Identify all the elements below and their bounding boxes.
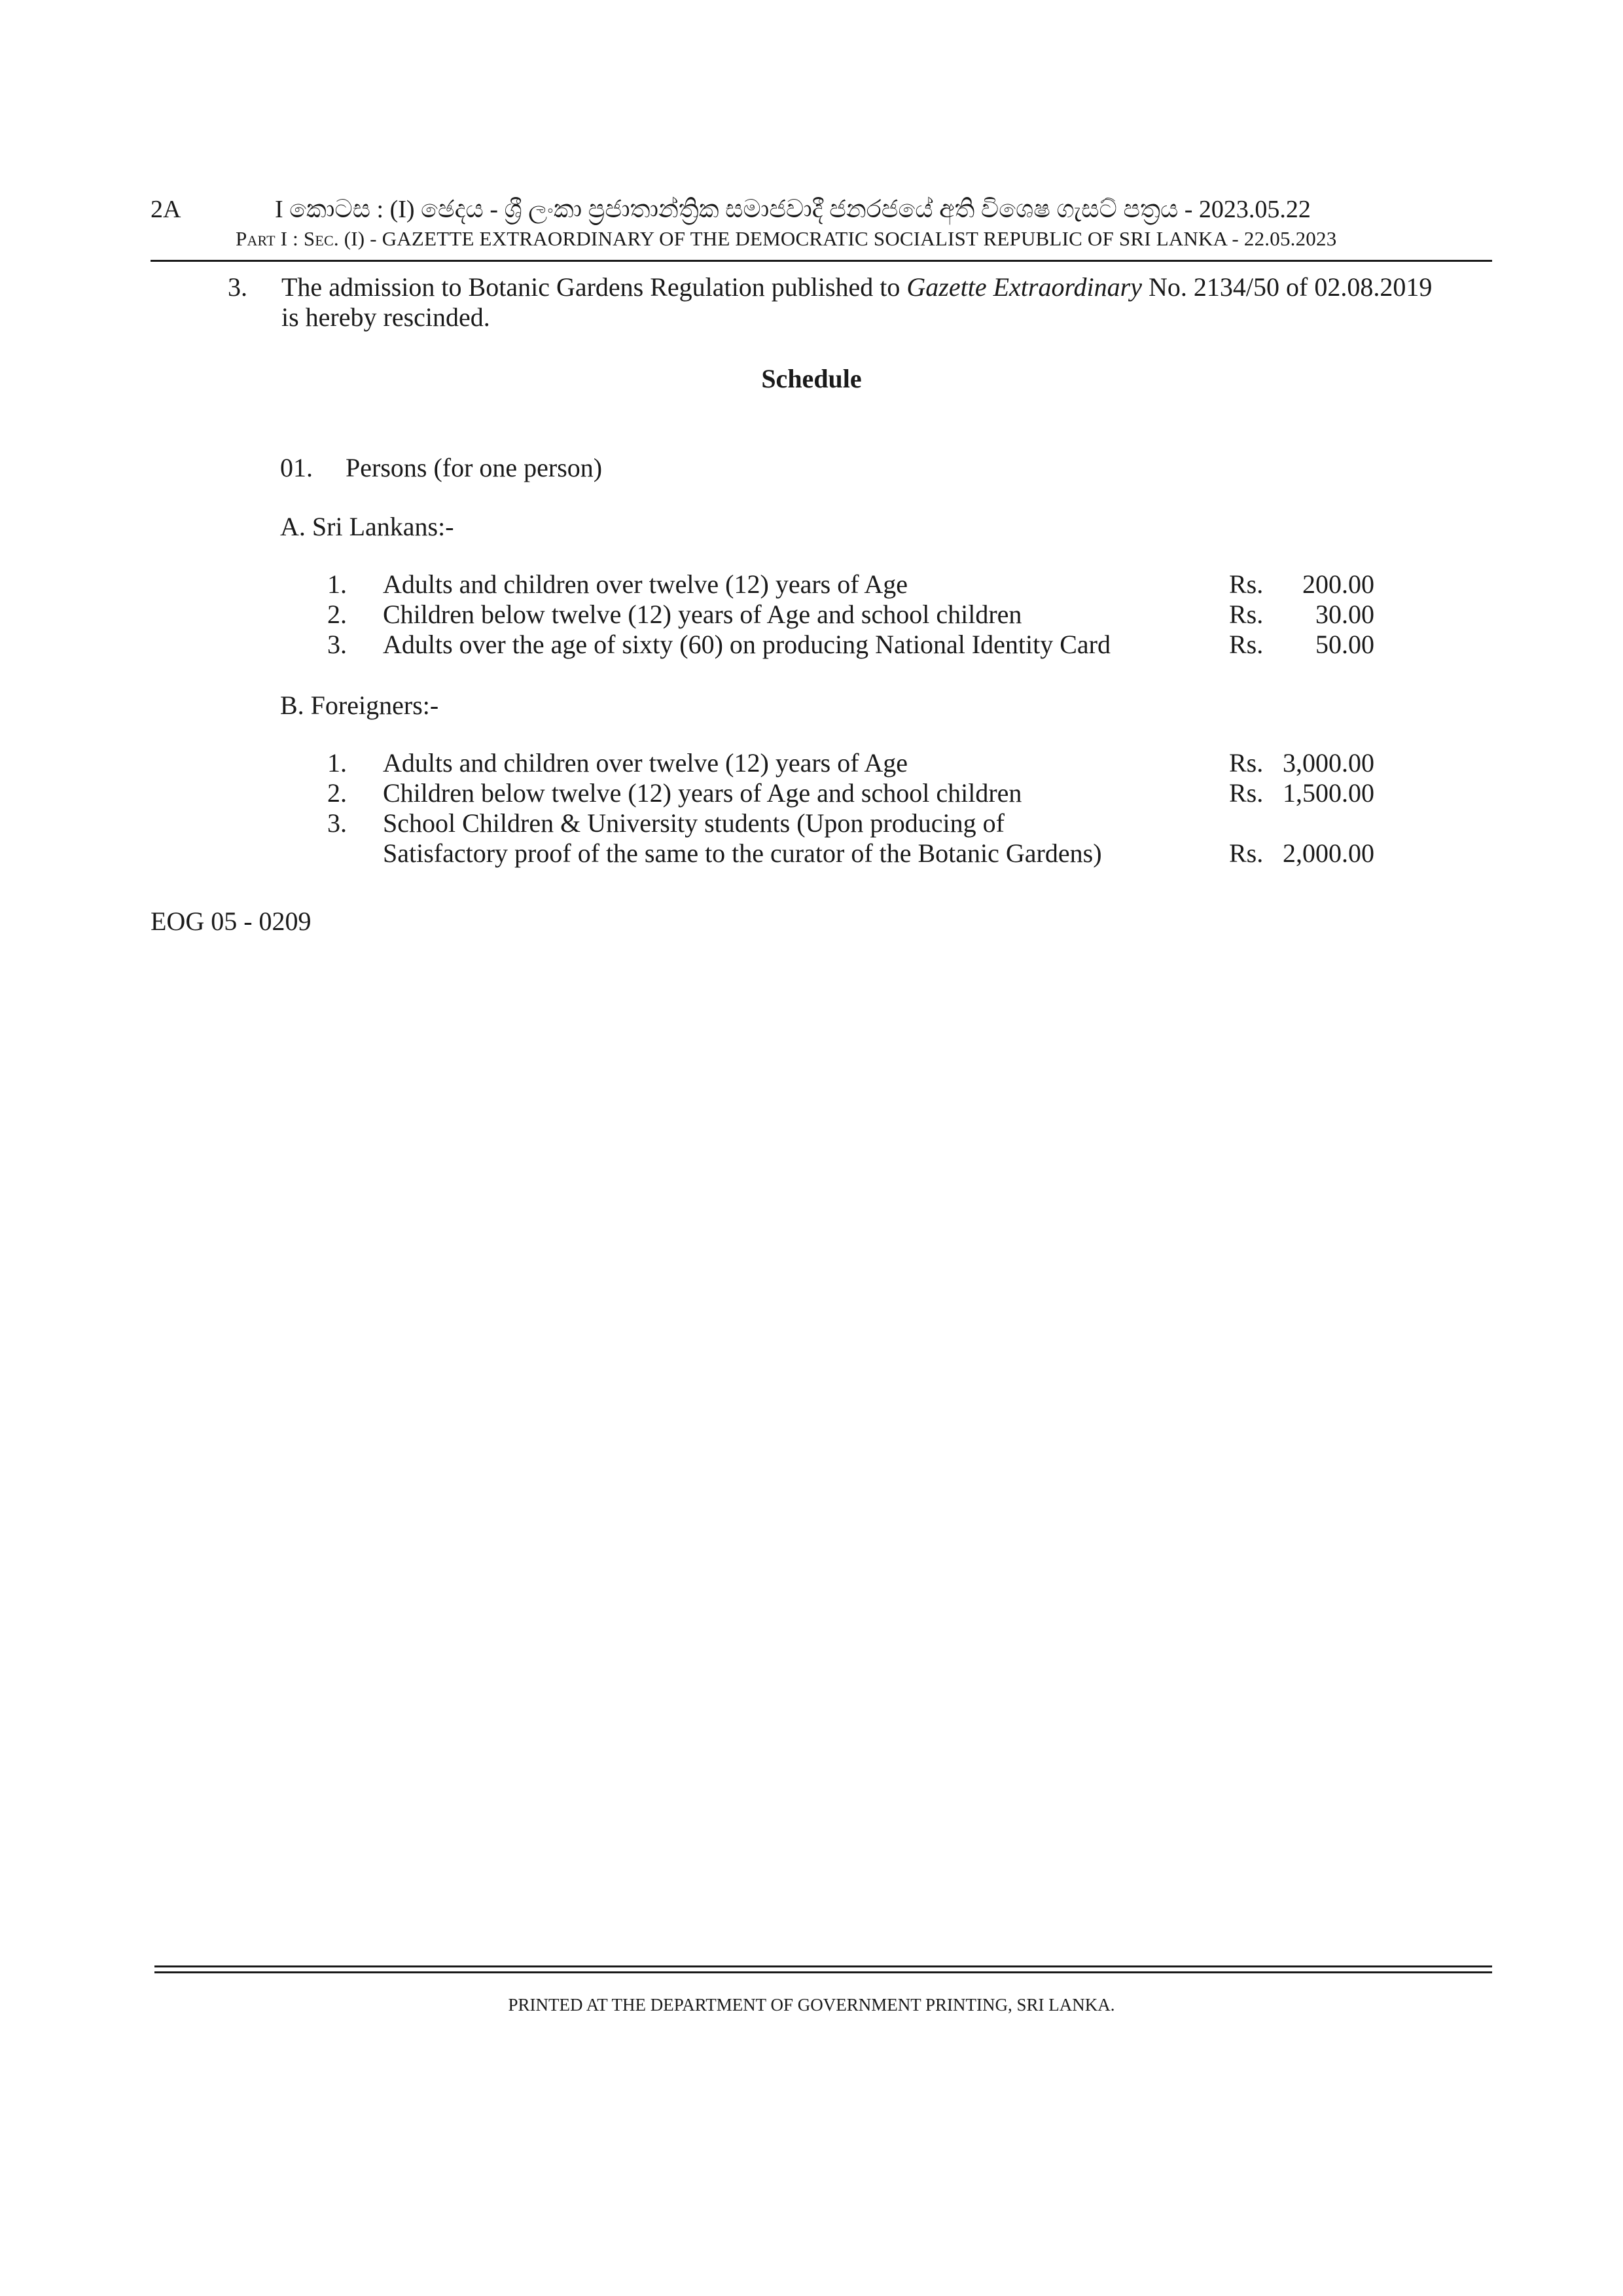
footer-divider-bottom [154,1971,1492,1973]
fee-item-currency: Rs. [1229,569,1264,599]
fee-item-amount: 200.00 [1302,569,1374,599]
printer-imprint: PRINTED AT THE DEPARTMENT OF GOVERNMENT PRINTING, SRI LANKA. [508,1995,1115,2015]
header-part-label: Part I : Sec. [236,227,339,250]
fee-item-text-continued: Satisfactory proof of the same to the curator of the Botanic Gardens) [383,838,1102,868]
gazette-title-italic: Gazette Extraordinary [906,272,1142,302]
paragraph-line-2: is hereby rescinded. [281,302,490,332]
fee-item-number: 1. [327,569,347,599]
fee-item-currency: Rs. [1229,838,1264,868]
fee-item-text: Adults over the age of sixty (60) on producing National Identity Card [383,630,1111,659]
fee-item-amount: 3,000.00 [1283,748,1374,778]
fee-item-amount: 50.00 [1315,630,1374,659]
fee-item-text: School Children & University students (Upon producing of [383,808,1005,838]
fee-item-currency: Rs. [1229,630,1264,659]
header-english-title [236,227,1336,251]
schedule-title: Schedule [761,364,862,393]
fee-item-currency: Rs. [1229,748,1264,778]
paragraph-text-post: No. 2134/50 of 02.08.2019 [1142,272,1433,302]
fee-item-number: 3. [327,630,347,659]
group-heading-sri-lankans: A. Sri Lankans:- [280,512,454,541]
fee-item-amount: 30.00 [1315,600,1374,629]
fee-item-number: 2. [327,600,347,629]
section-label: Persons (for one person) [346,453,603,482]
fee-item-currency: Rs. [1229,778,1264,808]
group-heading-foreigners: B. Foreigners:- [280,691,439,720]
header-divider [151,260,1492,262]
page-number: 2A [151,196,181,223]
header-sinhala-title: I කොටස : (I) ඡෙදය - ශ්‍රී ලංකා ප්‍රජාතාන්ත්‍රික සමාජවාදී ජනරජයේ අති විශෙෂ ගැසට් පත්‍රය - 2023.05.22 [275,196,1311,223]
paragraph-text-pre: The admission to Botanic Gardens Regulation published to [281,272,907,302]
section-number: 01. [280,453,313,482]
fee-item-currency: Rs. [1229,600,1264,629]
fee-item-number: 1. [327,748,347,778]
fee-item-text: Children below twelve (12) years of Age and school children [383,778,1022,808]
fee-item-amount: 1,500.00 [1283,778,1374,808]
fee-item-text: Adults and children over twelve (12) years of Age [383,569,908,599]
footer-divider-top [154,1965,1492,1967]
paragraph-number: 3. [228,272,247,302]
fee-item-text: Adults and children over twelve (12) years of Age [383,748,908,778]
fee-item-text: Children below twelve (12) years of Age and school children [383,600,1022,629]
fee-item-amount: 2,000.00 [1283,838,1374,868]
fee-item-number: 2. [327,778,347,808]
reference-code: EOG 05 - 0209 [151,906,312,936]
fee-item-number: 3. [327,808,347,838]
paragraph-line-1 [281,272,1432,302]
header-english-rest: (I) - GAZETTE EXTRAORDINARY OF THE DEMOCRATIC SOCIALIST REPUBLIC OF SRI LANKA - 22.05.2023 [338,227,1337,250]
